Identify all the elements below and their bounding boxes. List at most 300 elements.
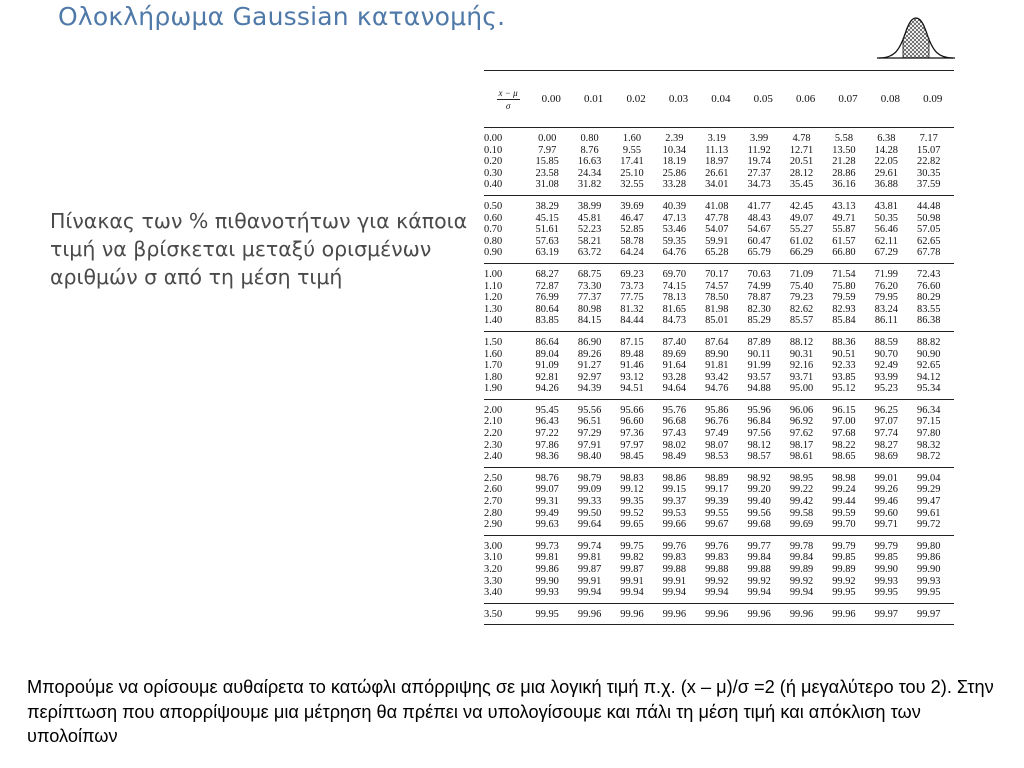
table-block xyxy=(484,473,954,531)
table-cell: 11.92 xyxy=(747,144,771,156)
table-cell: 98.07 xyxy=(705,439,729,451)
table-row xyxy=(484,236,954,248)
column-header: 0.07 xyxy=(838,93,858,105)
block-separator xyxy=(484,535,954,536)
table-row xyxy=(484,349,954,361)
table-cell: 97.49 xyxy=(705,428,729,440)
row-label: 1.70 xyxy=(484,360,503,372)
table-cell: 93.28 xyxy=(662,371,687,383)
table-cell: 18.97 xyxy=(705,156,729,168)
table-cell: 63.72 xyxy=(577,247,602,259)
table-cell: 20.51 xyxy=(789,156,814,168)
row-label: 2.50 xyxy=(484,472,503,484)
table-cell: 99.66 xyxy=(662,519,687,531)
table-cell: 54.07 xyxy=(705,224,729,236)
row-label: 1.80 xyxy=(484,371,503,383)
table-cell: 84.44 xyxy=(620,315,644,327)
table-cell: 52.23 xyxy=(577,224,602,236)
table-cell: 0.00 xyxy=(538,133,557,144)
table-cell: 29.61 xyxy=(874,167,899,179)
table-cell: 50.35 xyxy=(874,212,899,224)
table-cell: 99.17 xyxy=(705,484,729,496)
table-cell: 81.32 xyxy=(620,303,644,315)
table-cell: 98.76 xyxy=(535,472,559,484)
table-cell: 55.87 xyxy=(832,224,856,236)
table-cell: 99.84 xyxy=(747,552,771,564)
table-cell: 99.94 xyxy=(747,587,771,599)
table-cell: 77.37 xyxy=(577,292,602,304)
table-cell: 85.29 xyxy=(747,315,771,327)
table-cell: 99.92 xyxy=(789,575,814,587)
table-cell: 98.98 xyxy=(832,472,856,484)
row-label: 3.30 xyxy=(484,575,503,587)
table-cell: 22.82 xyxy=(917,156,941,168)
table-cell: 31.82 xyxy=(577,179,602,191)
table-cell: 95.12 xyxy=(832,383,856,395)
table-cell: 98.22 xyxy=(832,439,856,451)
table-cell: 99.95 xyxy=(917,587,941,599)
table-cell: 99.63 xyxy=(535,519,559,531)
table-cell: 62.11 xyxy=(874,235,898,247)
table-cell: 7.17 xyxy=(919,133,938,144)
table-cell: 53.46 xyxy=(662,224,687,236)
table-cell: 2.39 xyxy=(665,133,684,144)
row-label: 1.00 xyxy=(484,268,503,280)
table-cell: 44.48 xyxy=(917,200,941,212)
table-row xyxy=(484,484,954,496)
block-separator xyxy=(484,603,954,604)
table-cell: 99.87 xyxy=(620,564,644,575)
table-cell: 31.08 xyxy=(535,179,559,191)
table-cell: 98.61 xyxy=(789,451,814,463)
block-separator xyxy=(484,263,954,264)
table-cell: 98.12 xyxy=(747,439,771,451)
table-cell: 82.93 xyxy=(832,303,856,315)
table-cell: 99.85 xyxy=(832,552,856,564)
table-cell: 12.71 xyxy=(789,144,814,156)
table-cell: 90.51 xyxy=(832,348,856,360)
table-cell: 64.24 xyxy=(620,247,644,259)
table-cell: 99.81 xyxy=(577,552,602,564)
table-cell: 10.34 xyxy=(662,144,687,156)
table-cell: 70.63 xyxy=(747,268,771,280)
table-cell: 79.23 xyxy=(789,292,814,304)
table-cell: 97.43 xyxy=(662,428,687,440)
table-cell: 99.40 xyxy=(747,496,771,508)
table-cell: 98.17 xyxy=(789,439,814,451)
table-row xyxy=(484,224,954,236)
table-cell: 99.96 xyxy=(577,608,602,620)
table-cell: 99.94 xyxy=(577,587,602,599)
table-cell: 80.98 xyxy=(577,303,602,315)
table-cell: 67.29 xyxy=(874,247,899,259)
table-cell: 99.07 xyxy=(535,484,559,496)
table-row xyxy=(484,473,954,485)
table-cell: 49.07 xyxy=(789,212,814,224)
table-cell: 87.89 xyxy=(747,336,771,348)
table-cell: 86.90 xyxy=(577,336,602,348)
table-cell: 36.88 xyxy=(874,179,899,191)
table-cell: 99.84 xyxy=(789,552,814,564)
table-cell: 98.49 xyxy=(662,451,687,463)
table-row xyxy=(484,541,954,553)
table-cell: 99.90 xyxy=(874,564,899,575)
table-cell: 74.99 xyxy=(747,280,771,292)
table-cell: 98.69 xyxy=(874,451,899,463)
row-label: 2.80 xyxy=(484,507,503,519)
table-cell: 95.66 xyxy=(620,404,644,416)
row-label: 2.40 xyxy=(484,451,503,463)
table-cell: 98.45 xyxy=(620,451,644,463)
row-label: 0.20 xyxy=(484,156,503,168)
table-cell: 99.69 xyxy=(789,519,814,531)
table-cell: 18.19 xyxy=(662,156,687,168)
table-cell: 98.89 xyxy=(705,472,729,484)
table-cell: 98.02 xyxy=(662,439,687,451)
table-cell: 95.23 xyxy=(874,383,899,395)
table-cell: 84.73 xyxy=(662,315,687,327)
table-cell: 65.79 xyxy=(747,247,771,259)
row-label: 2.70 xyxy=(484,496,503,508)
table-cell: 99.97 xyxy=(874,608,899,620)
table-cell: 90.11 xyxy=(747,348,771,360)
table-cell: 69.70 xyxy=(662,268,687,280)
table-cell: 78.50 xyxy=(705,292,729,304)
table-row xyxy=(484,315,954,327)
table-cell: 81.98 xyxy=(705,303,729,315)
table-cell: 91.64 xyxy=(662,360,687,372)
table-cell: 92.81 xyxy=(535,371,559,383)
table-cell: 85.57 xyxy=(789,315,814,327)
table-cell: 95.76 xyxy=(662,404,687,416)
column-header: 0.06 xyxy=(796,93,816,105)
table-cell: 94.76 xyxy=(705,383,729,395)
row-label: 0.70 xyxy=(484,224,503,236)
table-cell: 94.39 xyxy=(577,383,602,395)
column-header: 0.01 xyxy=(584,93,604,105)
table-cell: 99.76 xyxy=(705,540,729,552)
table-cell: 99.86 xyxy=(917,552,941,564)
table-row xyxy=(484,156,954,168)
table-cell: 92.97 xyxy=(577,371,602,383)
table-cell: 99.56 xyxy=(747,507,771,519)
table-block xyxy=(484,609,954,621)
table-row xyxy=(484,372,954,384)
table-cell: 50.98 xyxy=(917,212,941,224)
table-cell: 99.88 xyxy=(662,564,687,575)
table-cell: 71.09 xyxy=(789,268,814,280)
table-cell: 96.84 xyxy=(747,416,771,428)
table-cell: 99.44 xyxy=(832,496,856,508)
table-cell: 45.15 xyxy=(535,212,559,224)
table-cell: 97.22 xyxy=(535,428,559,440)
row-label: 2.10 xyxy=(484,416,503,428)
table-cell: 99.49 xyxy=(535,507,559,519)
table-cell: 57.05 xyxy=(917,224,941,236)
table-cell: 65.28 xyxy=(705,247,729,259)
table-cell: 4.78 xyxy=(792,133,811,144)
table-cell: 97.36 xyxy=(620,428,644,440)
table-cell: 99.64 xyxy=(577,519,602,531)
table-row xyxy=(484,247,954,259)
column-header: 0.09 xyxy=(923,93,943,105)
table-cell: 61.57 xyxy=(832,235,856,247)
row-label: 3.20 xyxy=(484,564,503,575)
table-cell: 99.92 xyxy=(705,575,729,587)
table-cell: 5.58 xyxy=(834,133,854,144)
gaussian-integral-table xyxy=(484,70,954,625)
table-cell: 3.19 xyxy=(707,133,726,144)
table-cell: 99.76 xyxy=(662,540,687,552)
table-cell: 99.96 xyxy=(832,608,856,620)
table-row xyxy=(484,179,954,191)
table-cell: 98.57 xyxy=(747,451,771,463)
table-cell: 99.70 xyxy=(832,519,856,531)
table-cell: 99.91 xyxy=(620,575,644,587)
table-cell: 94.26 xyxy=(535,383,559,395)
table-cell: 89.48 xyxy=(620,348,644,360)
table-row xyxy=(484,564,954,576)
table-cell: 96.76 xyxy=(705,416,729,428)
table-cell: 25.86 xyxy=(662,167,687,179)
row-label: 2.60 xyxy=(484,484,503,496)
table-cell: 38.99 xyxy=(577,200,602,212)
table-cell: 99.95 xyxy=(535,608,559,620)
table-cell: 99.37 xyxy=(662,496,687,508)
table-cell: 98.92 xyxy=(747,472,771,484)
block-separator xyxy=(484,331,954,332)
table-cell: 99.22 xyxy=(789,484,814,496)
table-cell: 91.27 xyxy=(577,360,602,372)
table-cell: 69.23 xyxy=(620,268,644,280)
table-cell: 13.50 xyxy=(832,144,856,156)
table-cell: 79.95 xyxy=(874,292,899,304)
table-row xyxy=(484,292,954,304)
table-cell: 80.64 xyxy=(535,303,559,315)
table-row xyxy=(484,405,954,417)
table-cell: 16.63 xyxy=(577,156,602,168)
table-cell: 99.50 xyxy=(577,507,602,519)
table-cell: 87.15 xyxy=(620,336,644,348)
table-cell: 99.77 xyxy=(747,540,771,552)
table-cell: 37.59 xyxy=(917,179,941,191)
table-cell: 99.35 xyxy=(620,496,644,508)
table-cell: 99.65 xyxy=(620,519,644,531)
table-cell: 36.16 xyxy=(832,179,856,191)
table-cell: 71.99 xyxy=(874,268,899,280)
table-cell: 93.71 xyxy=(789,371,814,383)
table-cell: 99.91 xyxy=(662,575,687,587)
row-label: 1.30 xyxy=(484,303,503,315)
table-cell: 6.38 xyxy=(877,133,896,144)
table-row xyxy=(484,416,954,428)
table-cell: 25.10 xyxy=(620,167,644,179)
table-cell: 83.24 xyxy=(874,303,899,315)
table-row xyxy=(484,576,954,588)
table-cell: 72.43 xyxy=(917,268,941,280)
table-header xyxy=(484,70,954,128)
table-row xyxy=(484,304,954,316)
table-cell: 82.30 xyxy=(747,303,771,315)
table-cell: 99.91 xyxy=(577,575,602,587)
table-cell: 56.46 xyxy=(874,224,899,236)
row-label: 1.20 xyxy=(484,292,503,304)
table-cell: 9.55 xyxy=(622,144,642,156)
table-cell: 99.58 xyxy=(789,507,814,519)
table-cell: 72.87 xyxy=(535,280,559,292)
table-cell: 88.12 xyxy=(789,336,814,348)
table-cell: 98.27 xyxy=(874,439,899,451)
table-cell: 92.49 xyxy=(874,360,899,372)
table-cell: 79.59 xyxy=(832,292,856,304)
table-cell: 97.97 xyxy=(620,439,644,451)
table-cell: 15.85 xyxy=(535,156,559,168)
table-cell: 99.87 xyxy=(577,564,602,575)
table-cell: 91.99 xyxy=(747,360,771,372)
row-label: 3.50 xyxy=(484,608,503,620)
table-cell: 84.15 xyxy=(577,315,602,327)
table-cell: 93.42 xyxy=(705,371,729,383)
table-cell: 27.37 xyxy=(747,167,771,179)
table-cell: 99.89 xyxy=(832,564,856,575)
table-row xyxy=(484,201,954,213)
table-cell: 99.29 xyxy=(917,484,941,496)
table-cell: 63.19 xyxy=(535,247,559,259)
table-row xyxy=(484,428,954,440)
table-cell: 99.53 xyxy=(662,507,687,519)
table-cell: 59.91 xyxy=(705,235,729,247)
table-cell: 39.69 xyxy=(620,200,644,212)
table-cell: 99.80 xyxy=(917,540,941,552)
table-cell: 99.92 xyxy=(747,575,771,587)
table-cell: 92.33 xyxy=(832,360,856,372)
column-header: 0.05 xyxy=(753,93,773,105)
row-label: 0.80 xyxy=(484,235,503,247)
table-cell: 99.74 xyxy=(577,540,602,552)
table-cell: 99.12 xyxy=(620,484,644,496)
table-cell: 99.26 xyxy=(874,484,899,496)
table-cell: 99.88 xyxy=(705,564,729,575)
table-cell: 24.34 xyxy=(577,167,602,179)
table-cell: 91.81 xyxy=(705,360,729,372)
table-cell: 99.90 xyxy=(535,575,559,587)
table-cell: 54.67 xyxy=(747,224,771,236)
table-cell: 80.29 xyxy=(917,292,941,304)
table-cell: 99.78 xyxy=(789,540,814,552)
table-cell: 99.33 xyxy=(577,496,602,508)
table-row xyxy=(484,496,954,508)
row-label: 3.10 xyxy=(484,552,503,564)
table-cell: 94.88 xyxy=(747,383,771,395)
row-label: 0.60 xyxy=(484,212,503,224)
table-cell: 34.01 xyxy=(705,179,729,191)
table-cell: 0.80 xyxy=(580,133,599,144)
table-cell: 99.89 xyxy=(789,564,814,575)
table-cell: 96.92 xyxy=(789,416,814,428)
table-cell: 17.41 xyxy=(620,156,644,168)
table-cell: 33.28 xyxy=(662,179,687,191)
table-cell: 51.61 xyxy=(535,224,559,236)
table-cell: 32.55 xyxy=(620,179,644,191)
table-cell: 99.96 xyxy=(620,608,644,620)
table-cell: 99.88 xyxy=(747,564,771,575)
table-cell: 99.52 xyxy=(620,507,644,519)
table-cell: 47.78 xyxy=(705,212,729,224)
table-cell: 97.00 xyxy=(832,416,856,428)
table-cell: 70.17 xyxy=(705,268,729,280)
table-cell: 99.67 xyxy=(705,519,729,531)
table-cell: 41.77 xyxy=(747,200,771,212)
table-cell: 43.13 xyxy=(832,200,856,212)
table-cell: 62.65 xyxy=(917,235,941,247)
table-cell: 98.72 xyxy=(917,451,941,463)
row-label: 1.60 xyxy=(484,348,503,360)
table-cell: 99.79 xyxy=(874,540,899,552)
table-cell: 77.75 xyxy=(620,292,644,304)
table-cell: 99.83 xyxy=(705,552,729,564)
table-cell: 99.72 xyxy=(917,519,941,531)
block-separator xyxy=(484,195,954,196)
table-cell: 97.62 xyxy=(789,428,814,440)
table-row xyxy=(484,609,954,621)
table-cell: 66.80 xyxy=(832,247,856,259)
table-cell: 46.47 xyxy=(620,212,644,224)
table-cell: 42.45 xyxy=(789,200,814,212)
row-label: 1.50 xyxy=(484,336,503,348)
row-label: 0.00 xyxy=(484,133,503,144)
table-cell: 99.94 xyxy=(620,587,644,599)
table-cell: 99.60 xyxy=(874,507,899,519)
table-cell: 34.73 xyxy=(747,179,771,191)
table-cell: 55.27 xyxy=(789,224,814,236)
table-row xyxy=(484,440,954,452)
table-cell: 99.81 xyxy=(535,552,559,564)
table-cell: 97.56 xyxy=(747,428,771,440)
table-cell: 97.91 xyxy=(577,439,602,451)
table-cell: 91.46 xyxy=(620,360,644,372)
table-block xyxy=(484,133,954,191)
table-cell: 85.01 xyxy=(705,315,729,327)
table-cell: 99.20 xyxy=(747,484,771,496)
table-cell: 99.01 xyxy=(874,472,899,484)
table-cell: 88.36 xyxy=(832,336,856,348)
table-cell: 95.96 xyxy=(747,404,771,416)
row-label: 0.90 xyxy=(484,247,503,259)
table-cell: 86.38 xyxy=(917,315,941,327)
table-cell: 99.95 xyxy=(832,587,856,599)
header-numerator: x − μ xyxy=(498,87,518,98)
table-cell: 93.85 xyxy=(832,371,856,383)
table-cell: 45.81 xyxy=(577,212,602,224)
row-label: 3.00 xyxy=(484,540,503,552)
table-cell: 98.86 xyxy=(662,472,687,484)
column-header: 0.02 xyxy=(626,93,646,105)
table-cell: 99.95 xyxy=(874,587,899,599)
table-cell: 73.73 xyxy=(620,280,644,292)
table-cell: 99.93 xyxy=(917,575,941,587)
table-cell: 26.61 xyxy=(705,167,729,179)
table-block xyxy=(484,269,954,327)
table-block xyxy=(484,201,954,259)
table-cell: 97.29 xyxy=(577,428,602,440)
table-cell: 90.31 xyxy=(789,348,814,360)
block-separator xyxy=(484,399,954,400)
table-cell: 71.54 xyxy=(832,268,856,280)
table-cell: 99.15 xyxy=(662,484,687,496)
table-row xyxy=(484,269,954,281)
table-cell: 96.06 xyxy=(789,404,814,416)
table-cell: 58.78 xyxy=(620,235,644,247)
